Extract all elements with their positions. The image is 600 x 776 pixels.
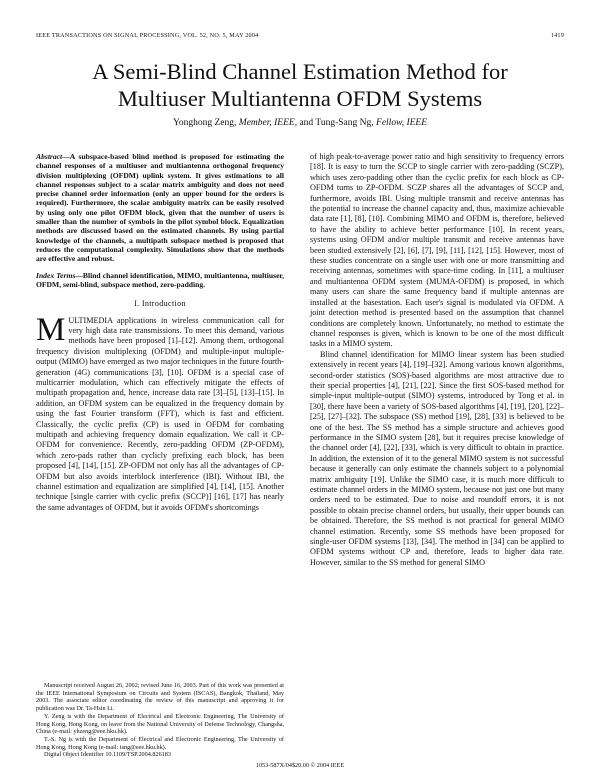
paper-title — [36, 58, 564, 112]
page-number: 1419 — [550, 32, 564, 39]
title-line-1: A Semi-Blind Channel Estimation Method for — [92, 59, 508, 84]
abstract — [36, 152, 284, 264]
title-line-2: Multiuser Multiantenna OFDM Systems — [117, 86, 483, 111]
journal-info: IEEE TRANSACTIONS ON SIGNAL PROCESSING, VOL. 52, NO. 5, MAY 2004 — [36, 32, 259, 39]
copyright-footer: 1053-587X/04$20.00 © 2004 IEEE — [255, 762, 345, 769]
intro-paragraph-1: ULTIMEDIA applications in wireless communication call for very high data rate transmissions. To meet this demand, various methods have been proposed [1]–[12]. Among them, orthogonal frequency division multiplexing (OFDM) and multiple-input multiple-output (MIMO) have emerged as two major techniques in the future fourth-generation (4G) communications [3], [10]. OFDM is a special case of multicarrier modulation, which can effectively mitigate the effects of multipath propagation and, hence, increase data rate [3]–[5], [13]–[15]. In addition, an OFDM system can be equalized in the frequency domain by using the fast Fourier transform (FFT), which is fast and efficient. Classically, the cyclic prefix (CP) is used in OFDM for combating multipath and achieving frequency domain equalization. We call it CP-OFDM for convenience. Recently, zero-padding OFDM (ZP-OFDM), which zero-pads rather than cyclicly prefixing each block, has been proposed [4], [14], [15]. ZP-OFDM not only has all the advantages of CP-OFDM but also avoids interblock interference (IBI). Without IBI, the channel estimation and equalization are simplified [4], [14], [15]. Another technique [single carrier with cyclic prefix (SCCP)] [16], [17] has nearly the same advantages of OFDM, but it avoids OFDM's shortcomings — [36, 315, 284, 512]
dropcap: M — [36, 311, 66, 348]
section-heading: I. Introduction — [134, 299, 186, 309]
footnotes — [36, 682, 284, 759]
abstract-lead: Abstract— — [36, 152, 70, 161]
index-terms — [36, 271, 284, 290]
intro-paragraph-1-cont: of high peak-to-average power ratio and high sensitivity to frequency errors [18]. It is easy to turn the SCCP to single carrier with zero-padding (SCZP), which uses zero-padding other than the cyclic prefix for each block as CP-OFDM turns to ZP-OFDM. SCZP shares all the advantages of SCCP and, furthermore, avoids IBI. Using multiple transmit and receive antennas has the potential to increase the channel capacity and, thus, maximize achievable data rate [1], [8], [10]. Combining MIMO and OFDM is, therefore, believed to have the ability to achieve better performance [10]. In recent years, systems using OFDM and/or multiple transmit and receive antennas have been studied extensively [2], [6], [7], [9], [11], [12], [15]. However, most of these studies concentrate on a single user with one or more transmitting and receiving antennas, sometimes with space-time coding. In [11], a multiuser and multiantenna OFDM system (MUMA-OFDM) is proposed, in which many users can share the same frequency band if multiple antennas are installed at the basestation. Each user's signal is modulated via OFDM. A joint detection method is presented based on the assumption that channel conditions are completely known. Unfortunately, no method to estimate the channel responses is given, which is known to be one of the most difficult tasks in a MIMO system. — [310, 152, 564, 349]
footnote-3: T.-S. Ng is with the Department of Electrical and Electronic Engineering, The University of Hong Kong, Hong Kong (e-mail: tsng@eee.hku.hk). — [36, 735, 284, 751]
footnote-1: Manuscript received August 26, 2002; revised June 16, 2003. Part of this work was presented at the IEEE International Symposium on Circuits and System (ISCAS), Bangkok, Thailand, May 2003. The associate editor coordinating the review of this manuscript and approving it for publication was Dr. Ta-Hsin Li. — [36, 682, 284, 713]
footnote-2: Y. Zeng is with the Department of Electrical and Electronic Engineering, The University of Hong Kong, Hong Kong, on leave from the National University of Defense Technology, Changsha, China (e-mail: yhzeng@eee.hku.hk). — [36, 712, 284, 736]
right-column — [310, 152, 564, 568]
author-connector: and Tung-Sang Ng, — [299, 118, 374, 128]
abstract-text: A subspace-based blind method is proposed for estimating the channel responses of a multiuser and multiantenna orthogonal frequency division multiplexing (OFDM) uplink system. It gives estimations to all channel responses subject to a scalar matrix ambiguity and does not need precise channel order information (only an upper bound for the orders is required). Furthermore, the scalar ambiguity matrix can be easily resolved by using only one pilot OFDM block, given that the number of users is smaller than the number of symbols in the pilot symbol block. Equalization methods are discussed based on the estimated channels. By using partial knowledge of the channels, a multipath subspace method is proposed that reduces the computational complexity. Simulations show that the methods are effective and robust. — [36, 152, 284, 264]
index-terms-text: Blind channel identification, MIMO, multiantenna, multiuser, OFDM, semi-blind, subspace method, zero-padding. — [36, 270, 285, 289]
index-terms-lead: Index Terms— — [36, 270, 83, 280]
intro-paragraph-2: Blind channel identification for MIMO linear system has been studied extensively in recent years [4], [19]–[32]. Among various known algorithms, second-order statistics (SOS)-based algorithms are most attractive due to their special properties [4], [21], [22]. Since the first SOS-based method for simple-input multiple-output (SIMO) systems, introduced by Tong et al. in [30], there have been a variety of SOS-based algorithms [4], [19], [20], [22]–[25], [27]–[32]. The subspace (SS) method [19], [28], [33] is believed to be one of the best. The SS method has a simple structure and achieves good performance in the SIMO system [28], but it requires precise knowledge of the channel order [4], [22], [33], which is very difficult to obtain in practice. In addition, the extension of it to the general MIMO system is not successful because it generally can only estimate the channels subject to a polynomial matrix ambiguity [19]. Unlike the SIMO case, it is much more difficult to estimate channel orders in the MIMO system, because not just one but many orders need to be estimated. Due to noise and roundoff errors, it is not possible to obtain precise channel orders, but usually, their upper bounds can be obtained. Therefore, the SS method is not practical for general MIMO channel estimation. Recently, some SS methods have been proposed for single-user OFDM systems [13], [34]. The method in [34] can be applied to OFDM systems without CP and, therefore, leads to higher data rate. However, similar to the SS method for general SIMO — [310, 349, 564, 567]
author-1: Yonghong Zeng, — [172, 118, 237, 128]
author-line — [36, 118, 564, 128]
author-2-grade: Fellow, IEEE — [376, 118, 428, 128]
author-1-grade: Member, IEEE, — [238, 118, 298, 128]
intro-text — [36, 311, 284, 514]
footnote-doi: Digital Object Identifier 10.1109/TSP.2004.826183 — [44, 751, 171, 759]
left-column — [36, 152, 284, 513]
running-header — [36, 32, 564, 39]
